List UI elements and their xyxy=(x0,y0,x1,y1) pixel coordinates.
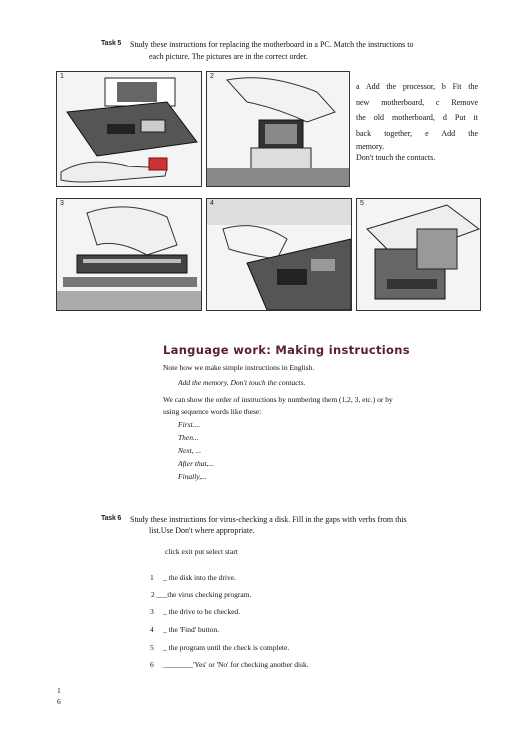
picture-1-opening-case xyxy=(56,71,202,187)
exercise-item-3-text: _ the drive to be checked. xyxy=(163,607,241,616)
exercise-item-5-number: 5 xyxy=(150,643,154,652)
verb-list: click exit put select start xyxy=(165,547,238,556)
sequence-words-list xyxy=(178,418,214,483)
language-work-heading: Language work: Making instructions xyxy=(163,343,410,357)
language-work-note: Note how we make simple instructions in English. xyxy=(163,363,315,372)
picture-3-number: 3 xyxy=(60,200,64,207)
picture-2-number: 2 xyxy=(210,73,214,80)
language-work-example: Add the memory. Don't touch the contacts. xyxy=(178,378,306,387)
exercise-item-2-number: 2 xyxy=(151,590,155,599)
answer-line-2: new motherboard, c Remove xyxy=(356,97,478,107)
sequence-word: Finally,... xyxy=(178,472,207,481)
exercise-item-6-number: 6 xyxy=(150,660,154,669)
language-work-paragraph-line2: using sequence words like these: xyxy=(163,407,262,416)
task6-instruction-line1: Study these instructions for virus-checking a disk. Fill in the gaps with verbs from this xyxy=(130,515,407,524)
task6-instruction-line2: list.Use Don't where appropriate. xyxy=(149,526,255,535)
page-number-digit-1: 1 xyxy=(57,686,61,695)
task5-instruction-line1: Study these instructions for replacing the motherboard in a PC. Match the instructions to xyxy=(130,40,414,49)
picture-5-number: 5 xyxy=(360,200,364,207)
picture-5-closed-case xyxy=(356,198,481,311)
exercise-item-4-text: _ the 'Find' button. xyxy=(163,625,220,634)
exercise-item-3-number: 3 xyxy=(150,607,154,616)
answer-line-1: a Add the processor, b Fit the xyxy=(356,82,478,91)
exercise-item-5-text: _ the program until the check is complete. xyxy=(163,643,290,652)
sequence-word: Next, ... xyxy=(178,446,202,455)
answer-line-6: Don't touch the contacts. xyxy=(356,153,436,162)
exercise-item-1-text: _ the disk into the drive. xyxy=(163,573,236,582)
exercise-item-1-number: 1 xyxy=(150,573,154,582)
picture-1-number: 1 xyxy=(60,73,64,80)
exercise-item-2-text: ___the virus checking program. xyxy=(156,590,252,599)
answer-options xyxy=(356,79,478,163)
picture-4-motherboard xyxy=(206,198,352,311)
picture-3-memory xyxy=(56,198,202,311)
task5-instruction-line2: each picture. The pictures are in the correct order. xyxy=(149,52,308,61)
task6-label: Task 6 xyxy=(101,515,122,522)
sequence-word: Then... xyxy=(178,433,199,442)
page-number-digit-2: 6 xyxy=(57,697,61,706)
exercise-item-4-number: 4 xyxy=(150,625,154,634)
language-work-paragraph-line1: We can show the order of instructions by numbering them (1,2, 3, etc.) or by xyxy=(163,395,393,404)
answer-line-3: the old motherboard, d Put it xyxy=(356,113,478,122)
sequence-word: After that,... xyxy=(178,459,215,468)
sequence-word: First.... xyxy=(178,420,201,429)
answer-line-4: back together, e Add the xyxy=(356,128,478,138)
exercise-item-6-text: ________'Yes' or 'No' for checking another disk. xyxy=(163,660,309,669)
picture-2-processor xyxy=(206,71,350,187)
answer-line-5: memory. xyxy=(356,142,385,151)
picture-4-number: 4 xyxy=(210,200,214,207)
task5-label: Task 5 xyxy=(101,40,122,47)
